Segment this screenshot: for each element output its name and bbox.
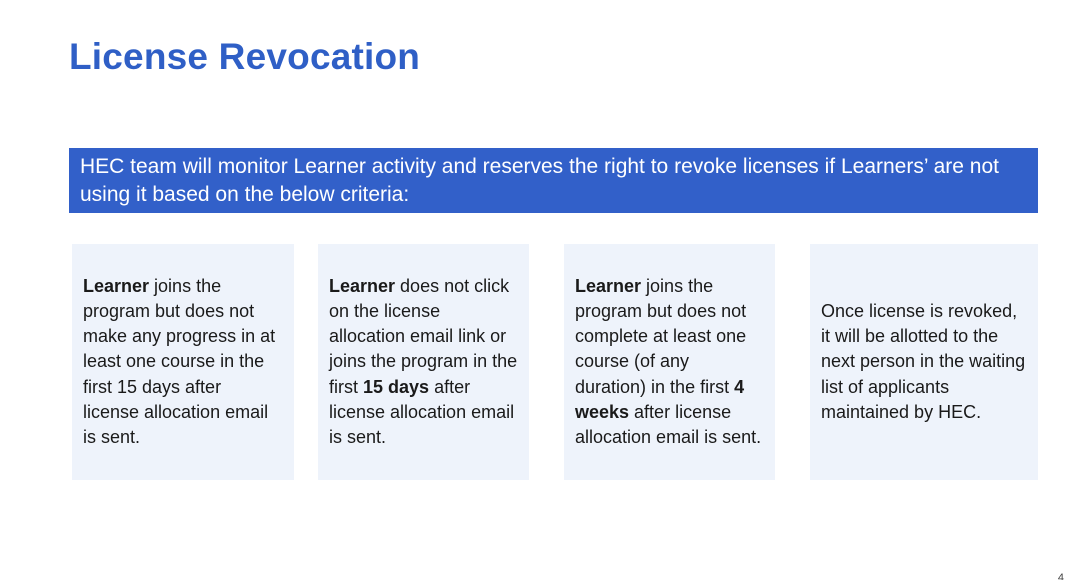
criteria-body-2b: after license allocation email is sent. bbox=[329, 376, 515, 447]
criteria-card-3 bbox=[564, 244, 775, 480]
slide-title: License Revocation bbox=[69, 36, 421, 77]
criteria-emphasis-3: 4 weeks bbox=[575, 376, 745, 422]
intro-banner: HEC team will monitor Learner activity and reserves the right to revoke licenses if Learners’ are not using it based on the below criteria: bbox=[69, 148, 1038, 213]
criteria-lead-3: Learner bbox=[575, 275, 642, 296]
criteria-body-3a: joins the program but does not complete at least one course (of any duration) in the first bbox=[575, 275, 747, 397]
criteria-emphasis-2: 15 days bbox=[363, 376, 430, 397]
criteria-card-4 bbox=[810, 244, 1038, 480]
page-number: 4 bbox=[1057, 572, 1064, 580]
criteria-card-2 bbox=[318, 244, 529, 480]
criteria-body-2a: does not click on the license allocation email link or joins the program in the first bbox=[329, 275, 518, 397]
criteria-text-3 bbox=[575, 274, 765, 450]
criteria-lead-1: Learner bbox=[83, 275, 150, 296]
criteria-card-1 bbox=[72, 244, 294, 480]
criteria-text-2 bbox=[329, 274, 519, 450]
criteria-body-1: joins the program but does not make any progress in at least one course in the first 15 days after license allocation email is sent. bbox=[83, 275, 276, 447]
criteria-text-4: Once license is revoked, it will be allotted to the next person in the waiting list of applicants maintained by HEC. bbox=[821, 300, 1026, 422]
criteria-body-3b: after license allocation email is sent. bbox=[575, 401, 762, 447]
criteria-lead-2: Learner bbox=[329, 275, 396, 296]
criteria-text-1 bbox=[83, 274, 282, 450]
